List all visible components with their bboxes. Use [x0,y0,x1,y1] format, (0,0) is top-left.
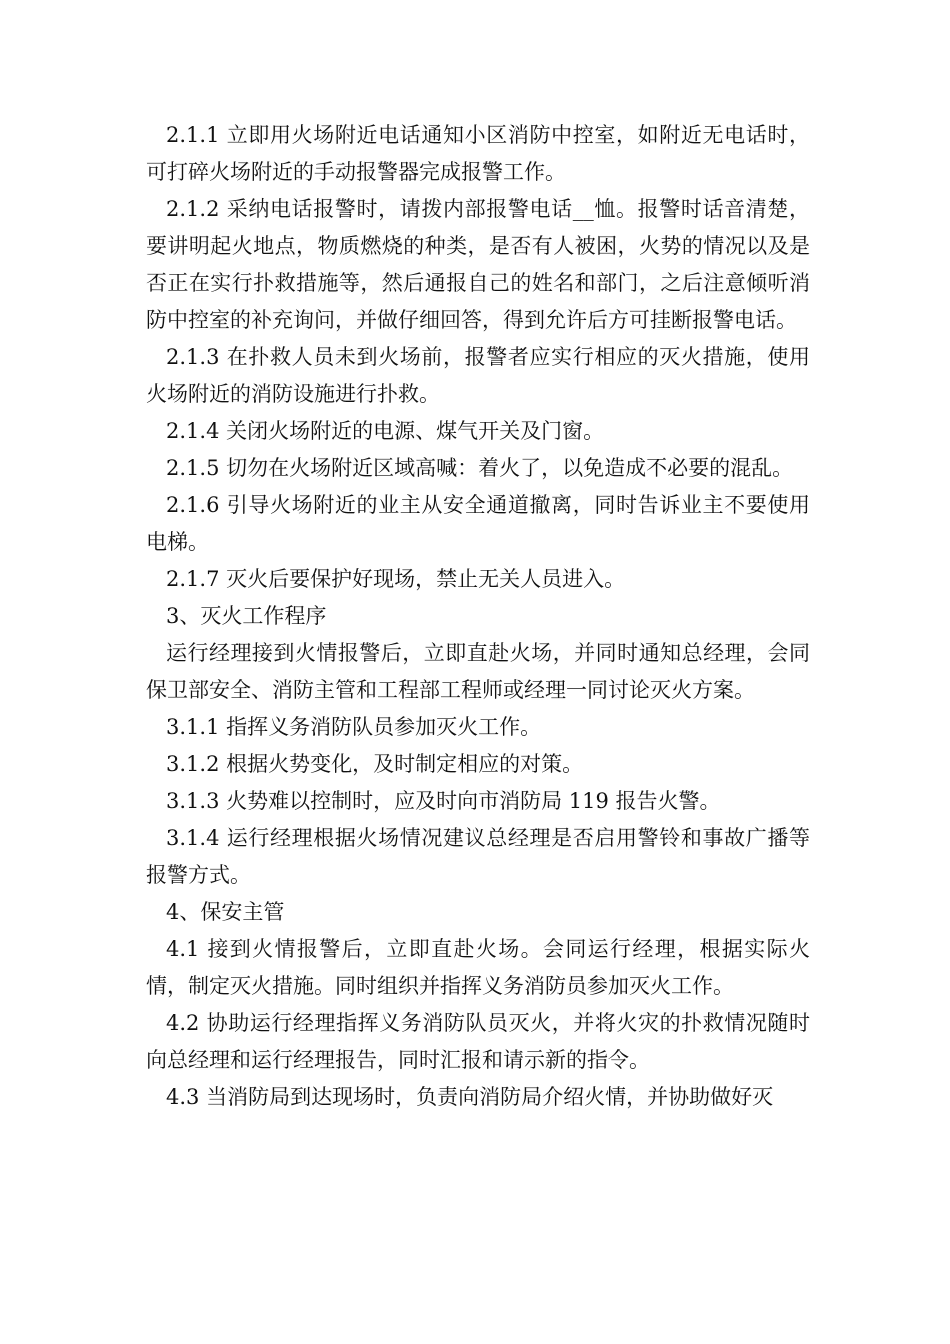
paragraph-2-1-4: 2.1.4 关闭火场附近的电源、煤气开关及门窗。 [166,419,605,443]
paragraph-2-1-3: 2.1.3 在扑救人员未到火场前，报警者应实行相应的灭火措施，使用火场附近的消防设施进行扑救。 [146,345,810,406]
paragraph-3-intro: 运行经理接到火情报警后，立即直赴火场，并同时通知总经理，会同保卫部安全、消防主管和工程部工程师或经理一同讨论灭火方案。 [146,641,810,702]
paragraph-3-1-3: 3.1.3 火势难以控制时，应及时向市消防局 119 报告火警。 [166,789,721,813]
section-heading-4: 4、保安主管 [166,900,285,924]
paragraph-3-1-4: 3.1.4 运行经理根据火场情况建议总经理是否启用警铃和事故广播等报警方式。 [146,826,810,887]
paragraph-2-1-1: 2.1.1 立即用火场附近电话通知小区消防中控室，如附近无电话时，可打碎火场附近的手动报警器完成报警工作。 [146,123,810,184]
paragraph-2-1-6: 2.1.6 引导火场附近的业主从安全通道撤离，同时告诉业主不要使用电梯。 [146,493,810,554]
paragraph-4-2: 4.2 协助运行经理指挥义务消防队员灭火，并将火灾的扑救情况随时向总经理和运行经理报告，同时汇报和请示新的指令。 [146,1011,810,1072]
paragraph-3-1-2: 3.1.2 根据火势变化，及时制定相应的对策。 [166,752,584,776]
paragraph-2-1-7: 2.1.7 灭火后要保护好现场，禁止无关人员进入。 [166,567,626,591]
paragraph-4-3: 4.3 当消防局到达现场时，负责向消防局介绍火情，并协助做好灭 [166,1085,774,1109]
paragraph-2-1-5: 2.1.5 切勿在火场附近区域高喊：着火了，以免造成不必要的混乱。 [166,456,794,480]
document-page [146,117,810,1116]
paragraph-2-1-2: 2.1.2 采纳电话报警时，请拨内部报警电话__恤。报警时话音清楚，要讲明起火地点，物质燃烧的种类，是否有人被困，火势的情况以及是否正在实行扑救措施等，然后通报自己的姓名和部门，之后注意倾听消防中控室的补充询问，并做仔细回答，得到允许后方可挂断报警电话。 [146,197,810,332]
section-heading-3: 3、灭火工作程序 [166,604,327,628]
paragraph-4-1: 4.1 接到火情报警后，立即直赴火场。会同运行经理，根据实际火情，制定灭火措施。同时组织并指挥义务消防员参加灭火工作。 [146,937,810,998]
paragraph-3-1-1: 3.1.1 指挥义务消防队员参加灭火工作。 [166,715,542,739]
